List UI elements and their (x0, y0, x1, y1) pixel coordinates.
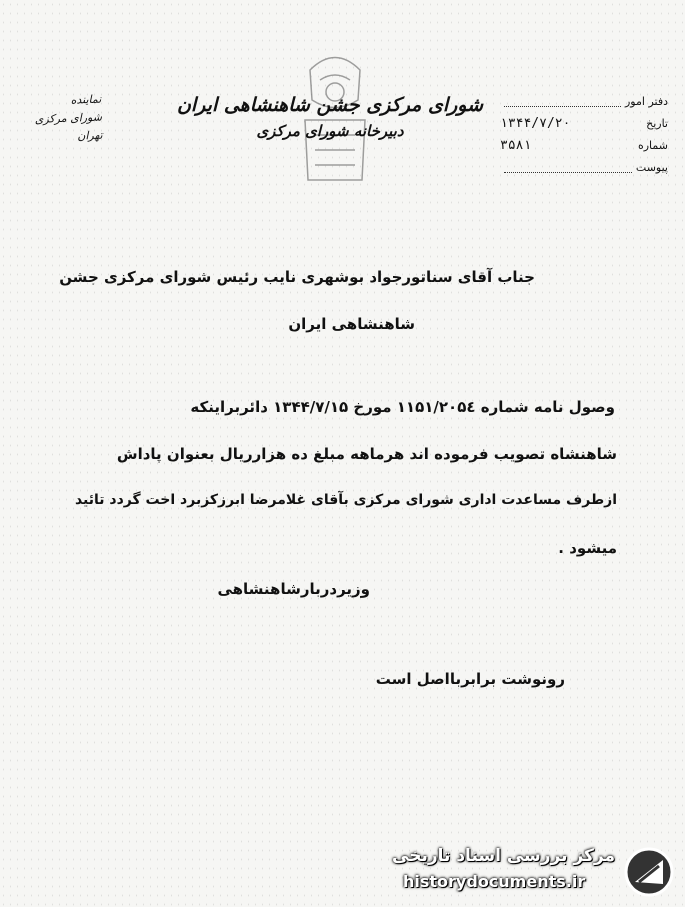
date-value: ۱۳۴۴/۷/۲۰ (500, 115, 571, 131)
watermark-logo-icon (623, 846, 675, 898)
letterhead-title-line2: دبیرخانه شورای مرکزی (256, 122, 404, 140)
body-line: میشود . (558, 539, 617, 557)
letterhead-title-line1: شورای مرکزی جشن شاهنشاهی ایران (176, 94, 484, 116)
watermark-title: مرکز بررسی اسناد تاریخی (392, 846, 615, 866)
attachment-label: پیوست (635, 160, 668, 174)
letterhead-left-note (21, 91, 103, 148)
attachment-row (500, 156, 668, 178)
watermark (392, 842, 675, 898)
addressee-line1: جناب آقای سناتورجواد بوشهری نایب رئیس شورای مرکزی جشن (59, 268, 535, 286)
copy-note: رونوشت برابربااصل است (375, 670, 565, 688)
body-line: شاهنشاه تصویب فرموده اند هرماهه مبلغ ده هزارریال بعنوان پاداش (116, 445, 617, 463)
body-line: وصول نامه شماره ۱۱۵۱/۲۰۵٤ مورخ ۱۳۴۴/۷/۱۵ دائربراینکه (190, 398, 615, 416)
signature: وزیردربارشاهنشاهی (217, 580, 370, 598)
body-line: ازطرف مساعدت اداری شورای مرکزی بآقای غلامرضا ابرزکزبرد اخت گردد تائید (74, 492, 617, 508)
watermark-url: historydocuments.ir (403, 872, 586, 891)
date-label: تاریخ (646, 116, 668, 130)
addressee-line2: شاهنشاهی ایران (288, 315, 415, 333)
letterhead-title (170, 92, 490, 144)
number-value: ۳۵۸۱ (500, 137, 532, 153)
office-row (500, 90, 668, 112)
left-note-line: شورای مرکزی (34, 110, 103, 126)
date-row (500, 112, 668, 134)
office-label: دفتر امور (625, 94, 668, 108)
dotted-line (504, 162, 632, 173)
left-note-line: نماینده (70, 92, 102, 107)
left-note-line: تهران (77, 128, 103, 143)
letterhead-meta (500, 90, 668, 178)
number-label: شماره (637, 138, 668, 152)
number-row (500, 134, 668, 156)
dotted-line (504, 96, 621, 107)
